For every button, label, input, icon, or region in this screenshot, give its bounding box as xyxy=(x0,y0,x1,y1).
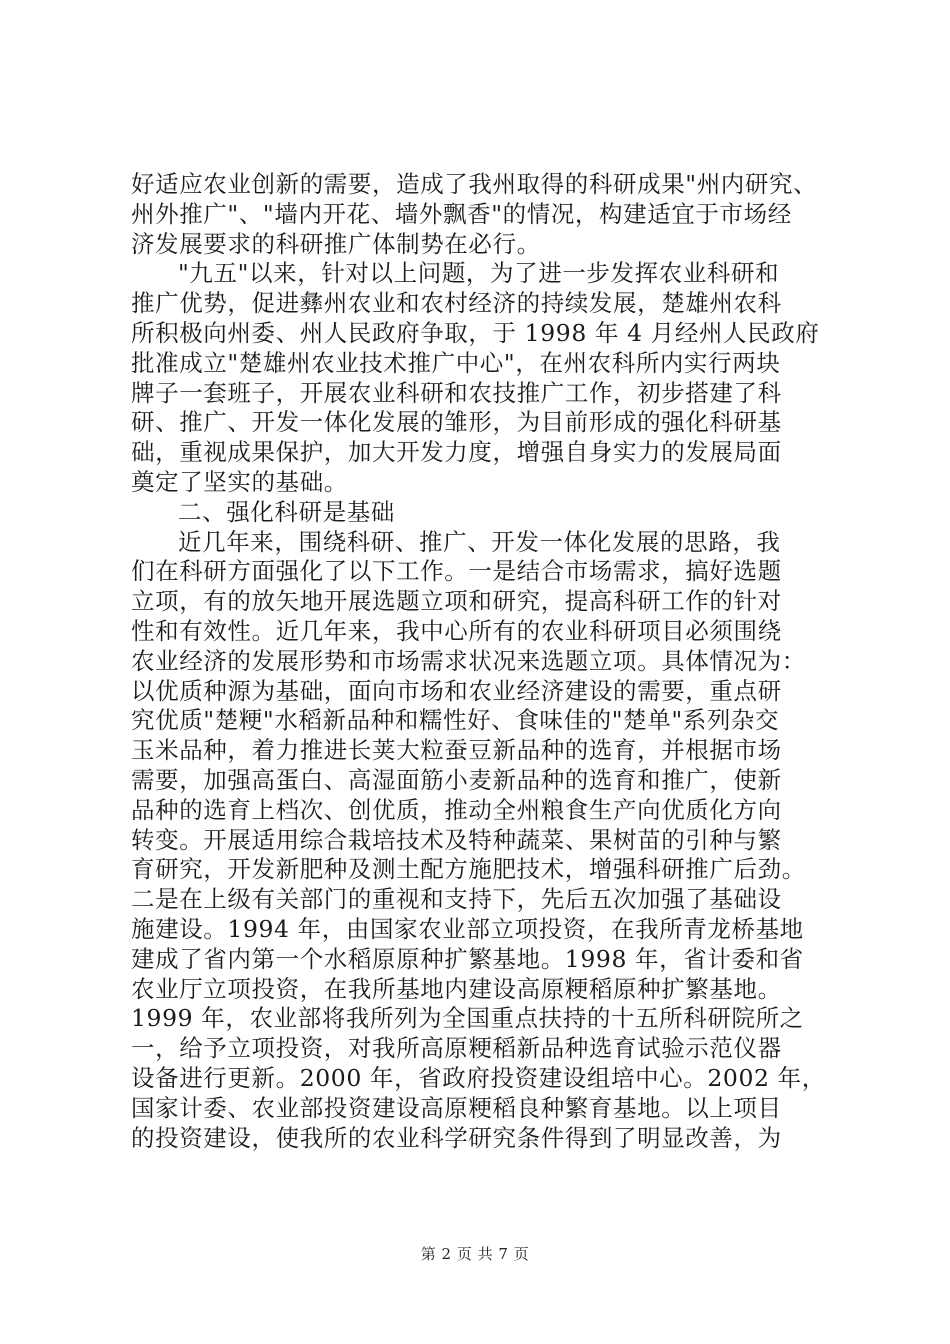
text-line: 农业经济的发展形势和市场需求状况来选题立项。具体情况为： xyxy=(131,646,806,675)
text-line: 近几年来，围绕科研、推广、开发一体化发展的思路，我 xyxy=(178,527,781,556)
text-line: 建成了省内第一个水稻原原种扩繁基地。1998 年，省计委和省 xyxy=(131,944,804,973)
text-line: 们在科研方面强化了以下工作。一是结合市场需求，搞好选题 xyxy=(131,557,782,586)
text-line: 础，重视成果保护，加大开发力度，增强自身实力的发展局面 xyxy=(131,438,782,467)
text-line: 推广优势，促进彝州农业和农村经济的持续发展，楚雄州农科 xyxy=(131,289,782,318)
text-line: 的投资建设，使我所的农业科学研究条件得到了明显改善，为 xyxy=(131,1123,782,1152)
text-line: 济发展要求的科研推广体制势在必行。 xyxy=(131,229,541,258)
text-line: 育研究，开发新肥种及测土配方施肥技术，增强科研推广后劲。 xyxy=(131,855,806,884)
text-line: 1999 年，农业部将我所列为全国重点扶持的十五所科研院所之 xyxy=(131,1004,804,1033)
text-line: "九五"以来，针对以上问题，为了进一步发挥农业科研和 xyxy=(178,259,780,288)
text-line: 国家计委、农业部投资建设高原粳稻良种繁育基地。以上项目 xyxy=(131,1093,782,1122)
text-line: 农业厅立项投资，在我所基地内建设高原粳稻原种扩繁基地。 xyxy=(131,974,782,1003)
text-line: 牌子一套班子，开展农业科研和农技推广工作，初步搭建了科 xyxy=(131,378,782,407)
text-line: 研、推广、开发一体化发展的雏形，为目前形成的强化科研基 xyxy=(131,408,782,437)
text-line: 好适应农业创新的需要，造成了我州取得的科研成果"州内研究、 xyxy=(131,170,818,198)
text-line: 性和有效性。近几年来，我中心所有的农业科研项目必须围绕 xyxy=(131,616,782,645)
text-line: 二是在上级有关部门的重视和支持下，先后五次加强了基础设 xyxy=(131,885,782,914)
text-line: 需要，加强高蛋白、高湿面筋小麦新品种的选育和推广，使新 xyxy=(131,765,782,794)
text-line: 转变。开展适用综合栽培技术及特种蔬菜、果树苗的引种与繁 xyxy=(131,825,782,854)
text-line: 所积极向州委、州人民政府争取，于 1998 年 4 月经州人民政府 xyxy=(131,318,820,347)
text-line: 立项，有的放矢地开展选题立项和研究，提高科研工作的针对 xyxy=(131,587,782,616)
body-text xyxy=(131,170,843,1153)
page-number-footer: 第 2 页 共 7 页 xyxy=(420,1245,530,1263)
text-line: 施建设。1994 年，由国家农业部立项投资，在我所青龙桥基地 xyxy=(131,914,804,943)
text-line: 以优质种源为基础，面向市场和农业经济建设的需要，重点研 xyxy=(131,676,782,705)
text-line: 究优质"楚粳"水稻新品种和糯性好、食味佳的"楚单"系列杂交 xyxy=(131,706,780,735)
section-heading: 二、强化科研是基础 xyxy=(178,497,395,526)
text-line: 玉米品种，着力推进长荚大粒蚕豆新品种的选育，并根据市场 xyxy=(131,736,782,765)
text-line: 设备进行更新。2000 年，省政府投资建设组培中心。2002 年， xyxy=(131,1063,826,1092)
text-line: 批准成立"楚雄州农业技术推广中心"，在州农科所内实行两块 xyxy=(131,348,781,377)
text-line: 奠定了坚实的基础。 xyxy=(131,467,348,496)
text-line: 一，给予立项投资，对我所高原粳稻新品种选育试验示范仪器 xyxy=(131,1034,782,1063)
text-line: 品种的选育上档次、创优质，推动全州粮食生产向优质化方向 xyxy=(131,795,782,824)
text-line: 州外推广"、"墙内开花、墙外飘香"的情况，构建适宜于市场经 xyxy=(131,199,792,228)
